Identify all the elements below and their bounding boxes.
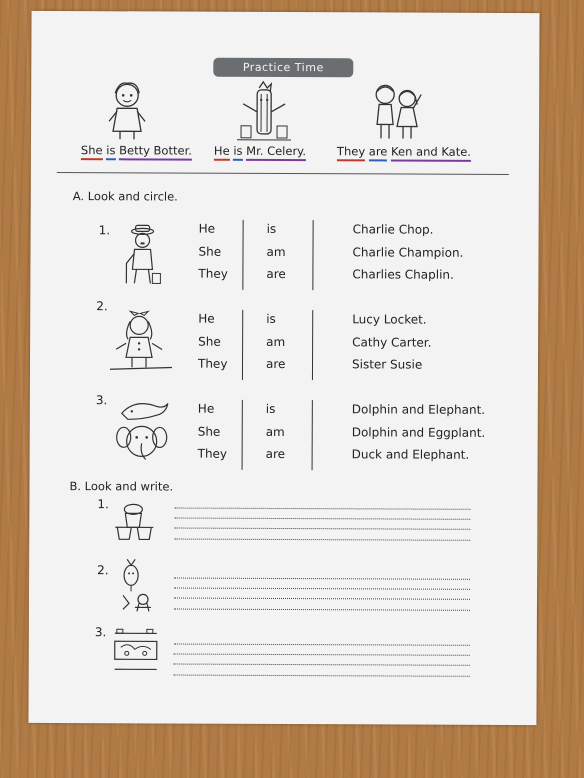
write-line[interactable] — [174, 609, 470, 611]
sentence-name: Mr. Celery. — [246, 144, 306, 161]
section-b-item-2-illustration — [115, 559, 155, 611]
ken-and-kate-illustration — [371, 82, 423, 140]
header-sentence-1 — [81, 143, 192, 157]
write-line[interactable] — [174, 664, 470, 666]
section-a-item-1-number: 1. — [98, 223, 111, 238]
sentence-name: Betty Botter. — [119, 143, 192, 160]
betty-botter-illustration — [107, 81, 151, 139]
choice-name[interactable]: Lucy Locket. — [352, 312, 427, 327]
choice-verb[interactable]: is — [266, 311, 276, 326]
column-divider — [312, 220, 313, 290]
section-b-item-3-number: 3. — [94, 625, 107, 640]
choice-name[interactable]: Dolphin and Eggplant. — [351, 424, 486, 440]
section-b-item-3-illustration — [113, 629, 159, 673]
section-b-item-1-illustration — [113, 501, 155, 541]
column-divider — [312, 400, 313, 470]
sentence-pronoun: They — [337, 144, 365, 161]
choice-verb[interactable]: is — [265, 401, 276, 416]
write-line[interactable] — [174, 528, 470, 530]
choice-name[interactable]: Charlie Champion. — [352, 244, 464, 260]
charlie-chaplin-illustration — [122, 225, 162, 287]
choice-name[interactable]: Duck and Elephant. — [351, 447, 470, 462]
sentence-pronoun: He — [214, 144, 230, 161]
column-divider — [242, 220, 243, 290]
choice-name[interactable]: Sister Susie — [351, 357, 423, 372]
choice-verb[interactable]: am — [265, 424, 285, 439]
choice-verb[interactable]: are — [265, 446, 286, 462]
sentence-verb: are — [369, 144, 388, 161]
sentence-verb: is — [233, 144, 242, 161]
header-sentence-3 — [337, 144, 471, 159]
section-a-title: A. Look and circle. — [72, 189, 178, 204]
section-a-item-2-number: 2. — [96, 299, 108, 314]
write-line[interactable] — [174, 578, 470, 580]
choice-pronoun[interactable]: They — [197, 446, 228, 461]
choice-verb[interactable]: am — [266, 244, 286, 259]
choice-pronoun[interactable]: He — [197, 401, 215, 416]
column-divider — [242, 400, 243, 470]
choice-name[interactable]: Charlie Chop. — [352, 222, 434, 237]
choice-pronoun[interactable]: She — [198, 244, 222, 259]
write-line[interactable] — [174, 644, 470, 646]
section-b-title: B. Look and write. — [69, 479, 174, 494]
write-line[interactable] — [174, 598, 470, 600]
write-line[interactable] — [174, 508, 470, 510]
sentence-name: Ken and Kate. — [391, 144, 471, 161]
choice-name[interactable]: Charlies Chaplin. — [352, 267, 454, 282]
write-line[interactable] — [174, 518, 470, 520]
choice-pronoun[interactable]: He — [198, 311, 215, 326]
choice-pronoun[interactable]: They — [197, 356, 228, 371]
write-line[interactable] — [174, 539, 470, 541]
write-line[interactable] — [174, 654, 470, 656]
dolphin-and-elephant-illustration — [114, 399, 172, 465]
write-line[interactable] — [174, 588, 470, 590]
mr-celery-illustration — [237, 82, 291, 142]
choice-verb[interactable]: are — [265, 356, 286, 372]
choice-pronoun[interactable]: She — [198, 334, 221, 349]
header-divider — [57, 172, 509, 175]
choice-pronoun[interactable]: He — [198, 221, 216, 236]
choice-verb[interactable]: are — [266, 266, 286, 282]
worksheet-title: Practice Time — [213, 58, 353, 78]
sentence-verb: is — [106, 143, 115, 160]
choice-verb[interactable]: am — [266, 334, 286, 349]
write-line[interactable] — [174, 675, 470, 677]
lucy-locket-illustration — [110, 311, 172, 373]
choice-name[interactable]: Cathy Carter. — [352, 334, 432, 350]
choice-verb[interactable]: is — [266, 221, 277, 236]
header-sentence-2 — [214, 144, 306, 158]
choice-pronoun[interactable]: They — [198, 266, 228, 281]
section-a-item-3-number: 3. — [95, 393, 108, 408]
sentence-pronoun: She — [81, 143, 103, 160]
section-b-item-2-number: 2. — [97, 563, 109, 578]
section-b-item-1-number: 1. — [97, 497, 109, 512]
column-divider — [312, 310, 313, 380]
choice-pronoun[interactable]: She — [197, 424, 221, 439]
worksheet-page — [28, 11, 539, 725]
column-divider — [242, 310, 243, 380]
choice-name[interactable]: Dolphin and Elephant. — [351, 402, 486, 417]
